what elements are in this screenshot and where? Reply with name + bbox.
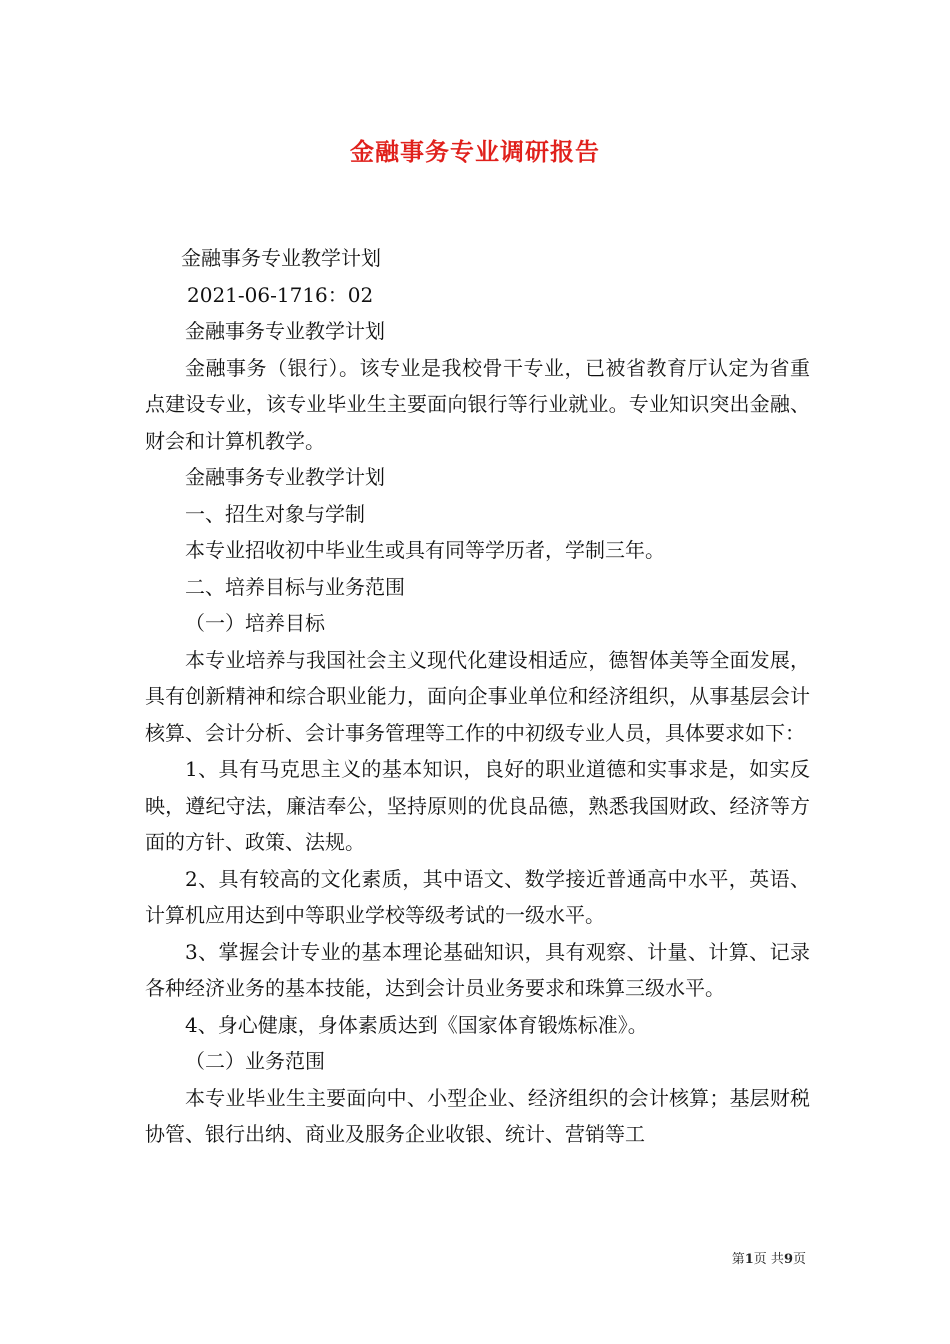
paragraph: 本专业培养与我国社会主义现代化建设相适应，德智体美等全面发展，具有创新精神和综合职业能力，面向企事业单位和经济组织，从事基层会计核算、会计分析、会计事务管理等工作的中初级专业人员，具体要求如下：	[145, 647, 810, 745]
total-page-number: 9	[783, 1252, 793, 1267]
section-heading: 一、招生对象与学制	[185, 501, 365, 526]
paragraph-date: 2021-06-1716：02	[187, 282, 374, 307]
paragraph: 金融事务专业教学计划	[185, 319, 385, 343]
paragraph: 本专业招收初中毕业生或具有同等学历者，学制三年。	[185, 538, 665, 562]
paragraph: 金融事务（银行）。该专业是我校骨干专业，已被省教育厅认定为省重点建设专业，该专业毕业生主要面向银行等行业就业。专业知识突出金融、财会和计算机教学。	[145, 355, 810, 453]
subsection-heading: （二）业务范围	[185, 1049, 325, 1073]
paragraph: 金融事务专业教学计划	[181, 246, 381, 270]
section-heading: 二、培养目标与业务范围	[185, 574, 405, 599]
paragraph: 金融事务专业教学计划	[185, 465, 385, 489]
footer-prefix: 第	[731, 1252, 745, 1267]
current-page-number: 1	[744, 1252, 754, 1267]
page-footer	[0, 1248, 806, 1267]
document-title: 金融事务专业调研报告	[350, 137, 600, 166]
subsection-heading: （一）培养目标	[185, 611, 325, 635]
footer-suffix: 页	[792, 1252, 806, 1267]
list-item: 1、具有马克思主义的基本知识，良好的职业道德和实事求是，如实反映，遵纪守法，廉洁奉公，坚持原则的优良品德，熟悉我国财政、经济等方面的方针、政策、法规。	[145, 757, 810, 854]
list-item: 3、掌握会计专业的基本理论基础知识，具有观察、计量、计算、记录各种经济业务的基本技能，达到会计员业务要求和珠算三级水平。	[145, 939, 810, 1000]
document-body	[145, 240, 810, 1153]
list-item: 2、具有较高的文化素质，其中语文、数学接近普通高中水平，英语、计算机应用达到中等职业学校等级考试的一级水平。	[145, 866, 810, 927]
list-item: 4、身心健康，身体素质达到《国家体育锻炼标准》。	[185, 1012, 648, 1037]
footer-middle: 页 共	[753, 1252, 784, 1267]
paragraph: 本专业毕业生主要面向中、小型企业、经济组织的会计核算；基层财税协管、银行出纳、商业及服务企业收银、统计、营销等工	[145, 1085, 810, 1146]
